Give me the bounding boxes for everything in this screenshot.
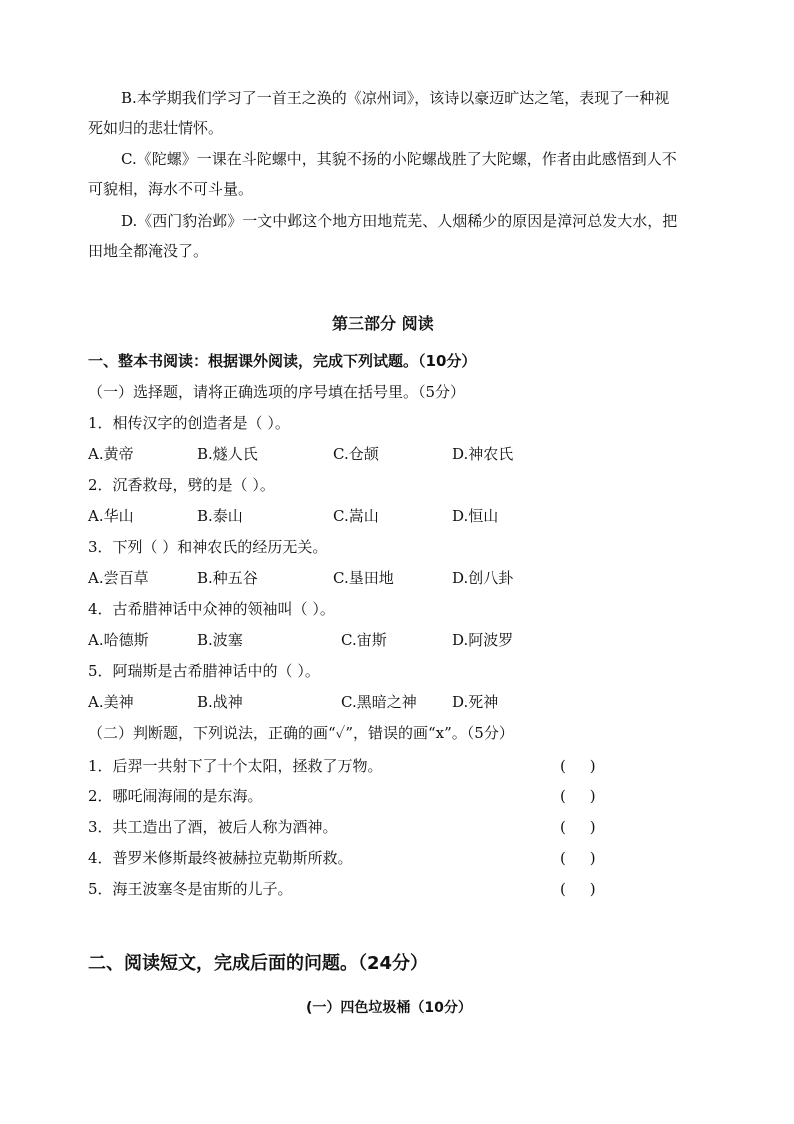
judge-item: 2．哪吒闹海闹的是东海。	[88, 787, 263, 805]
question-option: D.神农氏	[452, 445, 514, 463]
question-option: D.恒山	[452, 507, 499, 525]
question-stem: 2．沉香救母，劈的是（ ）。	[88, 476, 275, 494]
section2-subheading: (一）四色垃圾桶（10分）	[306, 1000, 472, 1016]
question-option: C.垦田地	[333, 569, 394, 587]
option-b-line1: B.本学期我们学习了一首王之涣的《凉州词》，该诗以豪迈旷达之笔，表现了一种视	[121, 89, 670, 107]
question-option: D.死神	[452, 693, 499, 711]
judge-item: 5．海王波塞冬是宙斯的儿子。	[88, 880, 293, 898]
question-option: B.战神	[197, 693, 243, 711]
section2-heading: 二、阅读短文，完成后面的问题。（24分）	[88, 953, 429, 974]
question-option: C.嵩山	[333, 507, 379, 525]
answer-blank[interactable]: ( )	[560, 880, 596, 898]
judge-item: 1．后羿一共射下了十个太阳，拯救了万物。	[88, 757, 383, 775]
answer-blank[interactable]: ( )	[560, 849, 596, 867]
question-option: A.哈德斯	[88, 631, 149, 649]
option-c-line2: 可貌相，海水不可斗量。	[88, 180, 254, 198]
judge-item: 4．普罗米修斯最终被赫拉克勒斯所救。	[88, 849, 353, 867]
question-option: C.宙斯	[341, 631, 387, 649]
answer-blank[interactable]: ( )	[560, 757, 596, 775]
question-stem: 1．相传汉字的创造者是（ ）。	[88, 414, 290, 432]
question-stem: 5．阿瑞斯是古希腊神话中的（ ）。	[88, 662, 320, 680]
question-option: A.华山	[88, 507, 134, 525]
option-b-line2: 死如归的悲壮情怀。	[88, 119, 224, 137]
answer-blank[interactable]: ( )	[560, 818, 596, 836]
question-option: D.创八卦	[452, 569, 514, 587]
question-option: C.仓颉	[333, 445, 379, 463]
question-stem: 3．下列（ ）和神农氏的经历无关。	[88, 538, 328, 556]
option-c-line1: C.《陀螺》一课在斗陀螺中，其貌不扬的小陀螺战胜了大陀螺，作者由此感悟到人不	[121, 150, 677, 168]
question-option: B.泰山	[197, 507, 243, 525]
judge-item: 3．共工造出了酒，被后人称为酒神。	[88, 818, 338, 836]
question-option: D.阿波罗	[452, 631, 514, 649]
question-option: A.美神	[88, 693, 134, 711]
question-option: B.燧人氏	[197, 445, 258, 463]
judge-instruction: （二）判断题，下列说法，正确的画“✓”，错误的画“x”。（5分）	[88, 724, 514, 742]
question-option: B.种五谷	[197, 569, 258, 587]
choice-instruction: （一）选择题，请将正确选项的序号填在括号里。（5分）	[88, 383, 466, 401]
question-option: A.黄帝	[88, 445, 134, 463]
question-stem: 4．古希腊神话中众神的领袖叫（ ）。	[88, 600, 335, 618]
question-option: A.尝百草	[88, 569, 149, 587]
option-d-line1: D.《西门豹治邺》一文中邺这个地方田地荒芜、人烟稀少的原因是漳河总发大水，把	[121, 212, 678, 230]
option-d-line2: 田地全都淹没了。	[88, 242, 209, 260]
question-option: B.波塞	[197, 631, 243, 649]
question-option: C.黑暗之神	[341, 693, 417, 711]
section1-heading: 一、整本书阅读：根据课外阅读，完成下列试题。（10分）	[88, 352, 477, 370]
part3-title: 第三部分 阅读	[332, 314, 434, 333]
answer-blank[interactable]: ( )	[560, 787, 596, 805]
